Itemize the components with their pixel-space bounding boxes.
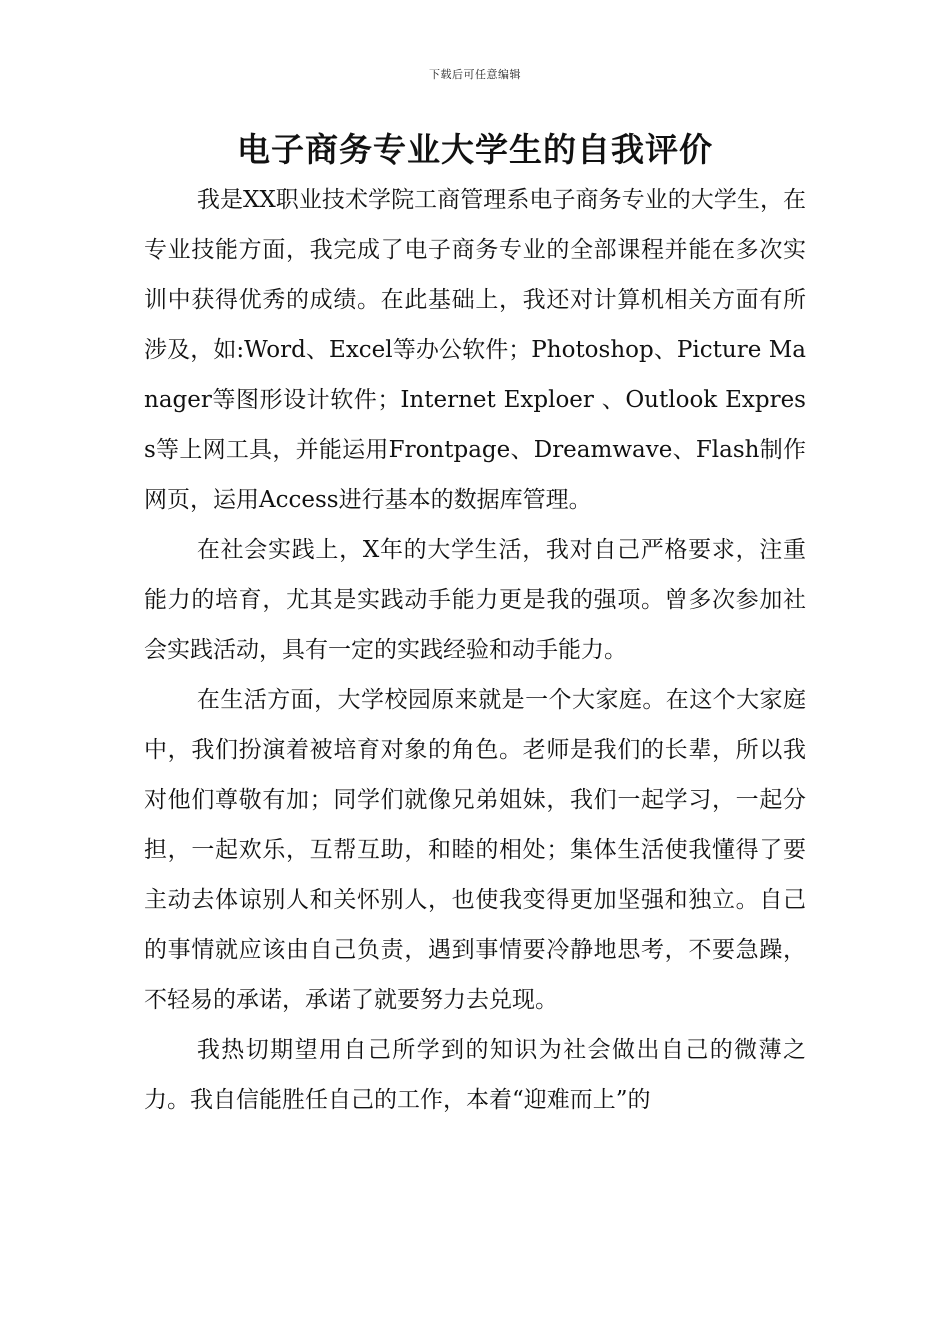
paragraph-campus-life: 在生活方面，大学校园原来就是一个大家庭。在这个大家庭中，我们扮演着被培育对象的角色。老师是我们的长辈，所以我对他们尊敬有加；同学们就像兄弟姐妹，我们一起学习，一起分担，一起欢乐，互帮互助，和睦的相处；集体生活使我懂得了要主动去体谅别人和关怀别人，也使我变得更加坚强和独立。自己的事情就应该由自己负责，遇到事情要冷静地思考，不要急躁，不轻易的承诺，承诺了就要努力去兑现。 [144, 687, 806, 1013]
document-title: 电子商务专业大学生的自我评价 [237, 130, 713, 169]
document-body [144, 175, 806, 1125]
paragraph-professional-skills: 我是XX职业技术学院工商管理系电子商务专业的大学生，在专业技能方面，我完成了电子商务专业的全部课程并能在多次实训中获得优秀的成绩。在此基础上，我还对计算机相关方面有所涉及，如:Word、Excel等办公软件；Photoshop、Picture Manager等图形设计软件；Internet Exploer 、Outlook Express等上网工具，并能运用Frontpage、Dreamwave、Flash制作网页，运用Access进行基本的数据库管理。 [144, 187, 806, 513]
paragraph-aspiration: 我热切期望用自己所学到的知识为社会做出自己的微薄之力。我自信能胜任自己的工作，本着“迎难而上”的 [144, 1037, 806, 1113]
paragraph-social-practice: 在社会实践上，X年的大学生活，我对自己严格要求，注重能力的培育，尤其是实践动手能力更是我的强项。曾多次参加社会实践活动，具有一定的实践经验和动手能力。 [144, 537, 806, 663]
header-note: 下载后可任意编辑 [429, 68, 521, 81]
